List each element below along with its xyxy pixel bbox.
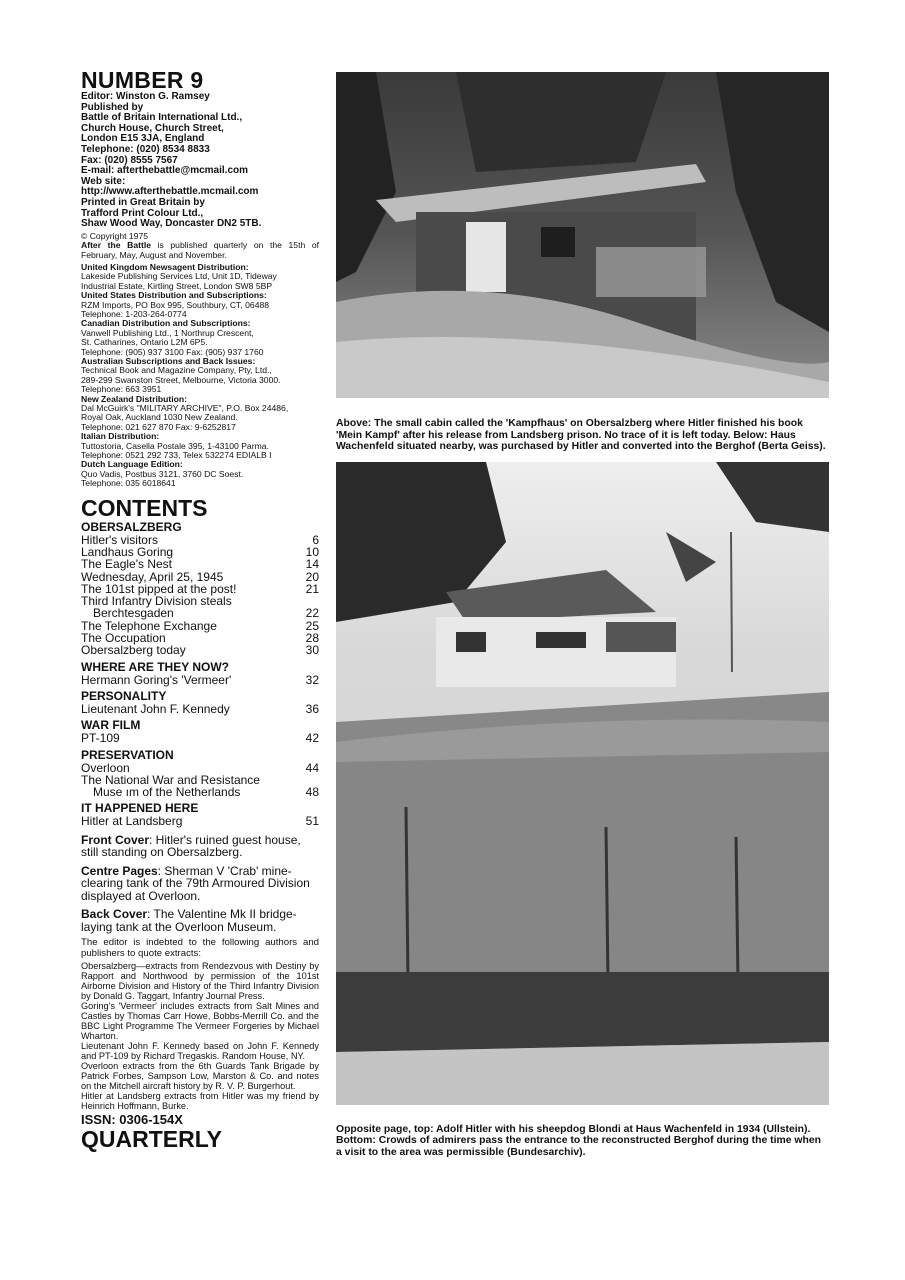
- contents-title-text: Overloon: [81, 760, 130, 775]
- distribution-line: Telephone: 663 3951: [81, 384, 162, 395]
- distribution-line: Lakeside Publishing Services Ltd, Unit 1D, Tideway: [81, 271, 277, 282]
- caption-bottom: Opposite page, top: Adolf Hitler with his sheepdog Blondi at Haus Wachenfeld in 1934 (Ullstein). Bottom: Crowds of admirers pass the entrance to the reconstructed Berghof during the time when a visit to the area was permissible (Bundesarchiv).: [336, 1123, 821, 1158]
- quarterly-label: QUARTERLY: [81, 1126, 222, 1153]
- contents-page-number: 42: [305, 731, 319, 746]
- contents-title-text: Obersalzberg today: [81, 643, 186, 658]
- distribution-line: Quo Vadis, Postbus 3121, 3760 DC Soest.: [81, 468, 244, 479]
- photo-kampfhaus-cabin: [336, 72, 829, 398]
- distribution-line: Telephone: 1-203-264-0774: [81, 308, 187, 319]
- contents-row: [81, 762, 319, 774]
- cover-label: Front Cover: [81, 832, 150, 847]
- cover-label: Centre Pages: [81, 863, 158, 878]
- distribution-entry: [81, 460, 319, 488]
- credits: [81, 938, 319, 1111]
- distribution-heading: Italian Distribution:: [81, 431, 160, 442]
- photo-haus-wachenfeld: [336, 462, 829, 1105]
- masthead-line: Printed in Great Britain by: [81, 196, 205, 208]
- contents-row: [81, 607, 319, 619]
- distribution-line: Technical Book and Magazine Company, Pty, Ltd.,: [81, 365, 272, 376]
- masthead-line: Web site:: [81, 175, 126, 187]
- cover-text: : The Valentine Mk II bridge-laying tank at the Overloon Museum.: [81, 907, 297, 934]
- contents-row: [81, 674, 319, 686]
- contents-row: [81, 703, 319, 715]
- masthead-line: Telephone: (020) 8534 8833: [81, 143, 210, 155]
- distribution-list: [81, 263, 319, 489]
- contents-page-number: 32: [305, 672, 319, 687]
- distribution-line: 289-299 Swanston Street, Melbourne, Victoria 3000.: [81, 374, 281, 385]
- contents-title-text: Third Infantry Division steals: [81, 594, 232, 609]
- contents-title-text: The National War and Resistance: [81, 772, 260, 787]
- contents-page-number: 25: [305, 618, 319, 633]
- distribution-entry: [81, 357, 319, 395]
- contents-section-heading: PRESERVATION: [81, 747, 174, 762]
- contents-title-text: Hitler's visitors: [81, 532, 158, 547]
- contents-page-number: 20: [305, 569, 319, 584]
- cover-note: [81, 834, 319, 859]
- contents-page-number: 36: [305, 701, 319, 716]
- distribution-line: Industrial Estate, Kirtling Street, London SW8 5BP: [81, 280, 273, 291]
- masthead-line: Trafford Print Colour Ltd.,: [81, 207, 204, 219]
- contents-title-text: PT-109: [81, 731, 120, 746]
- distribution-heading: Dutch Language Edition:: [81, 459, 183, 470]
- cover-text: : Sherman V 'Crab' mine-clearing tank of the 79th Armoured Division displayed at Overloon.: [81, 863, 310, 903]
- berghof-photo-illustration: [336, 462, 829, 1105]
- contents-page-number: 21: [305, 581, 319, 596]
- contents-title: CONTENTS: [81, 494, 208, 521]
- contents-row: [81, 732, 319, 744]
- masthead-line: Shaw Wood Way, Doncaster DN2 5TB.: [81, 218, 262, 230]
- distribution-line: Telephone: 0521 292 733, Telex 532274 EDIALB I: [81, 450, 272, 461]
- credit-paragraph: Obersalzberg—extracts from Rendezvous with Destiny by Rapport and Northwood by permission of the 101st Airborne Division and History of the Third Infantry Division by Donald G. Taggart, Infantry Journal Press.: [81, 961, 319, 1002]
- contents-row: [81, 815, 319, 827]
- credits-intro: The editor is indebted to the following authors and publishers to quote extracts:: [81, 937, 319, 959]
- contents-page-number: 14: [305, 557, 319, 572]
- contents-title-text: The Occupation: [81, 631, 166, 646]
- credit-paragraph: Overloon extracts from the 6th Guards Tank Brigade by Patrick Forbes, Sampson Low, Marston & Co. and notes on the Mitchell aircraft history by R. V. P. Burgerhout.: [81, 1061, 319, 1092]
- masthead-line: Fax: (020) 8555 7567: [81, 154, 178, 166]
- publish-note-text: is published quarterly on the 15th of February, May, August and November.: [81, 240, 319, 260]
- contents-page-number: 6: [312, 532, 319, 547]
- contents-page-number: 30: [305, 643, 319, 658]
- contents-section-heading: PERSONALITY: [81, 688, 167, 703]
- distribution-line: Tuttostoria, Casella Postale 395, 1-43100 Parma.: [81, 440, 269, 451]
- cabin-photo-illustration: [336, 72, 829, 398]
- caption-top: Above: The small cabin called the 'Kampfhaus' on Obersalzberg where Hitler finished his book 'Mein Kampf' after his release from Landsberg prison. No trace of it is left today. Below: Haus Wachenfeld situated nearby, was purchased by Hitler and converted into the Berghof (Berta Geiss).: [336, 418, 826, 452]
- credit-paragraph: Hitler at Landsberg extracts from Hitler was my friend by Heinrich Hoffmann, Burke.: [81, 1091, 319, 1112]
- masthead-line: London E15 3JA, England: [81, 133, 205, 145]
- contents-page-number: 48: [305, 785, 319, 800]
- contents-title-text: The Telephone Exchange: [81, 618, 217, 633]
- contents-title-text: Muse ım of the Netherlands: [93, 785, 241, 800]
- contents-title-text: Hermann Goring's 'Vermeer': [81, 672, 232, 687]
- cover-notes: [81, 834, 319, 934]
- distribution-line: Dal McGuirk's "MILITARY ARCHIVE", P.O. Box 24486,: [81, 403, 289, 414]
- publisher-block: [81, 92, 319, 230]
- contents-page-number: 51: [305, 814, 319, 829]
- website-link[interactable]: http://www.afterthebattle.mcmail.com: [81, 186, 259, 198]
- distribution-heading: New Zealand Distribution:: [81, 393, 187, 404]
- contents-row: [81, 786, 319, 798]
- contents-page-number: 22: [305, 606, 319, 621]
- distribution-entry: [81, 263, 319, 291]
- distribution-entry: [81, 395, 319, 433]
- distribution-line: Royal Oak, Auckland 1030 New Zealand.: [81, 412, 238, 423]
- copyright-line: © Copyright 1975: [81, 230, 149, 241]
- distribution-line: Telephone: 021 627 870 Fax: 9-6252817: [81, 421, 236, 432]
- contents-list: [81, 521, 319, 828]
- credit-paragraph: Goring's 'Vermeer' includes extracts from Salt Mines and Castles by Thomas Carr Howe, Bobbs-Merrill Co. and the BBC Light Programme The Vermeer Forgeries by Michael Wharton.: [81, 1001, 319, 1042]
- cover-note: [81, 908, 319, 933]
- contents-page-number: 10: [305, 544, 319, 559]
- contents-page-number: 28: [305, 631, 319, 646]
- distribution-line: RZM Imports, PO Box 995, Southbury, CT, 06488: [81, 299, 270, 310]
- contents-row: [81, 644, 319, 656]
- email-line[interactable]: E-mail: afterthebattle@mcmail.com: [81, 165, 249, 177]
- distribution-entry: [81, 291, 319, 319]
- masthead-line: Published by: [81, 101, 144, 113]
- distribution-line: Telephone: (905) 937 3100 Fax: (905) 937 1760: [81, 346, 264, 357]
- publish-note-title: After the Battle: [81, 240, 152, 251]
- distribution-heading: United Kingdom Newsagent Distribution:: [81, 261, 249, 272]
- distribution-entry: [81, 319, 319, 357]
- contents-title-text: The 101st pipped at the post!: [81, 581, 237, 596]
- masthead-line: Editor: Winston G. Ramsey: [81, 91, 210, 102]
- distribution-heading: Australian Subscriptions and Back Issues:: [81, 356, 256, 366]
- distribution-line: St. Catharines, Ontario L2M 6P5.: [81, 337, 208, 348]
- copyright: [81, 232, 319, 260]
- contents-section-heading: WHERE ARE THEY NOW?: [81, 659, 230, 674]
- distribution-line: Telephone: 035 6018641: [81, 478, 176, 489]
- contents-row: [81, 558, 319, 570]
- contents-title-text: The Eagle's Nest: [81, 557, 173, 572]
- contents-title-text: Hitler at Landsberg: [81, 814, 183, 829]
- contents-section-heading: IT HAPPENED HERE: [81, 801, 199, 816]
- contents-page-number: 44: [305, 760, 319, 775]
- issue-number: NUMBER 9: [81, 67, 204, 93]
- distribution-heading: Canadian Distribution and Subscriptions:: [81, 318, 251, 329]
- publish-note: [81, 241, 319, 260]
- masthead-line: Church House, Church Street,: [81, 122, 224, 134]
- contents-section-heading: OBERSALZBERG: [81, 519, 182, 534]
- left-column: [81, 68, 319, 1151]
- contents-title-text: Landhaus Goring: [81, 544, 174, 559]
- right-column: [336, 72, 829, 1158]
- cover-text: : Hitler's ruined guest house, still standing on Obersalzberg.: [81, 832, 301, 860]
- cover-label: Back Cover: [81, 907, 148, 922]
- distribution-entry: [81, 432, 319, 460]
- contents-title-text: Berchtesgaden: [93, 606, 174, 621]
- contents-section-heading: WAR FILM: [81, 718, 141, 733]
- issn: ISSN: 0306-154X: [81, 1112, 183, 1128]
- masthead-line: Battle of Britain International Ltd.,: [81, 112, 243, 124]
- distribution-line: Vanwell Publishing Ltd., 1 Northrup Crescent,: [81, 327, 254, 338]
- contents-title-text: Lieutenant John F. Kennedy: [81, 701, 230, 716]
- cover-note: [81, 865, 319, 903]
- contents-title-text: Wednesday, April 25, 1945: [81, 569, 224, 584]
- distribution-heading: United States Distribution and Subscriptions:: [81, 290, 267, 301]
- credit-paragraph: Lieutenant John F. Kennedy based on John F. Kennedy and PT-109 by Richard Tregaskis. Random House, NY.: [81, 1041, 319, 1062]
